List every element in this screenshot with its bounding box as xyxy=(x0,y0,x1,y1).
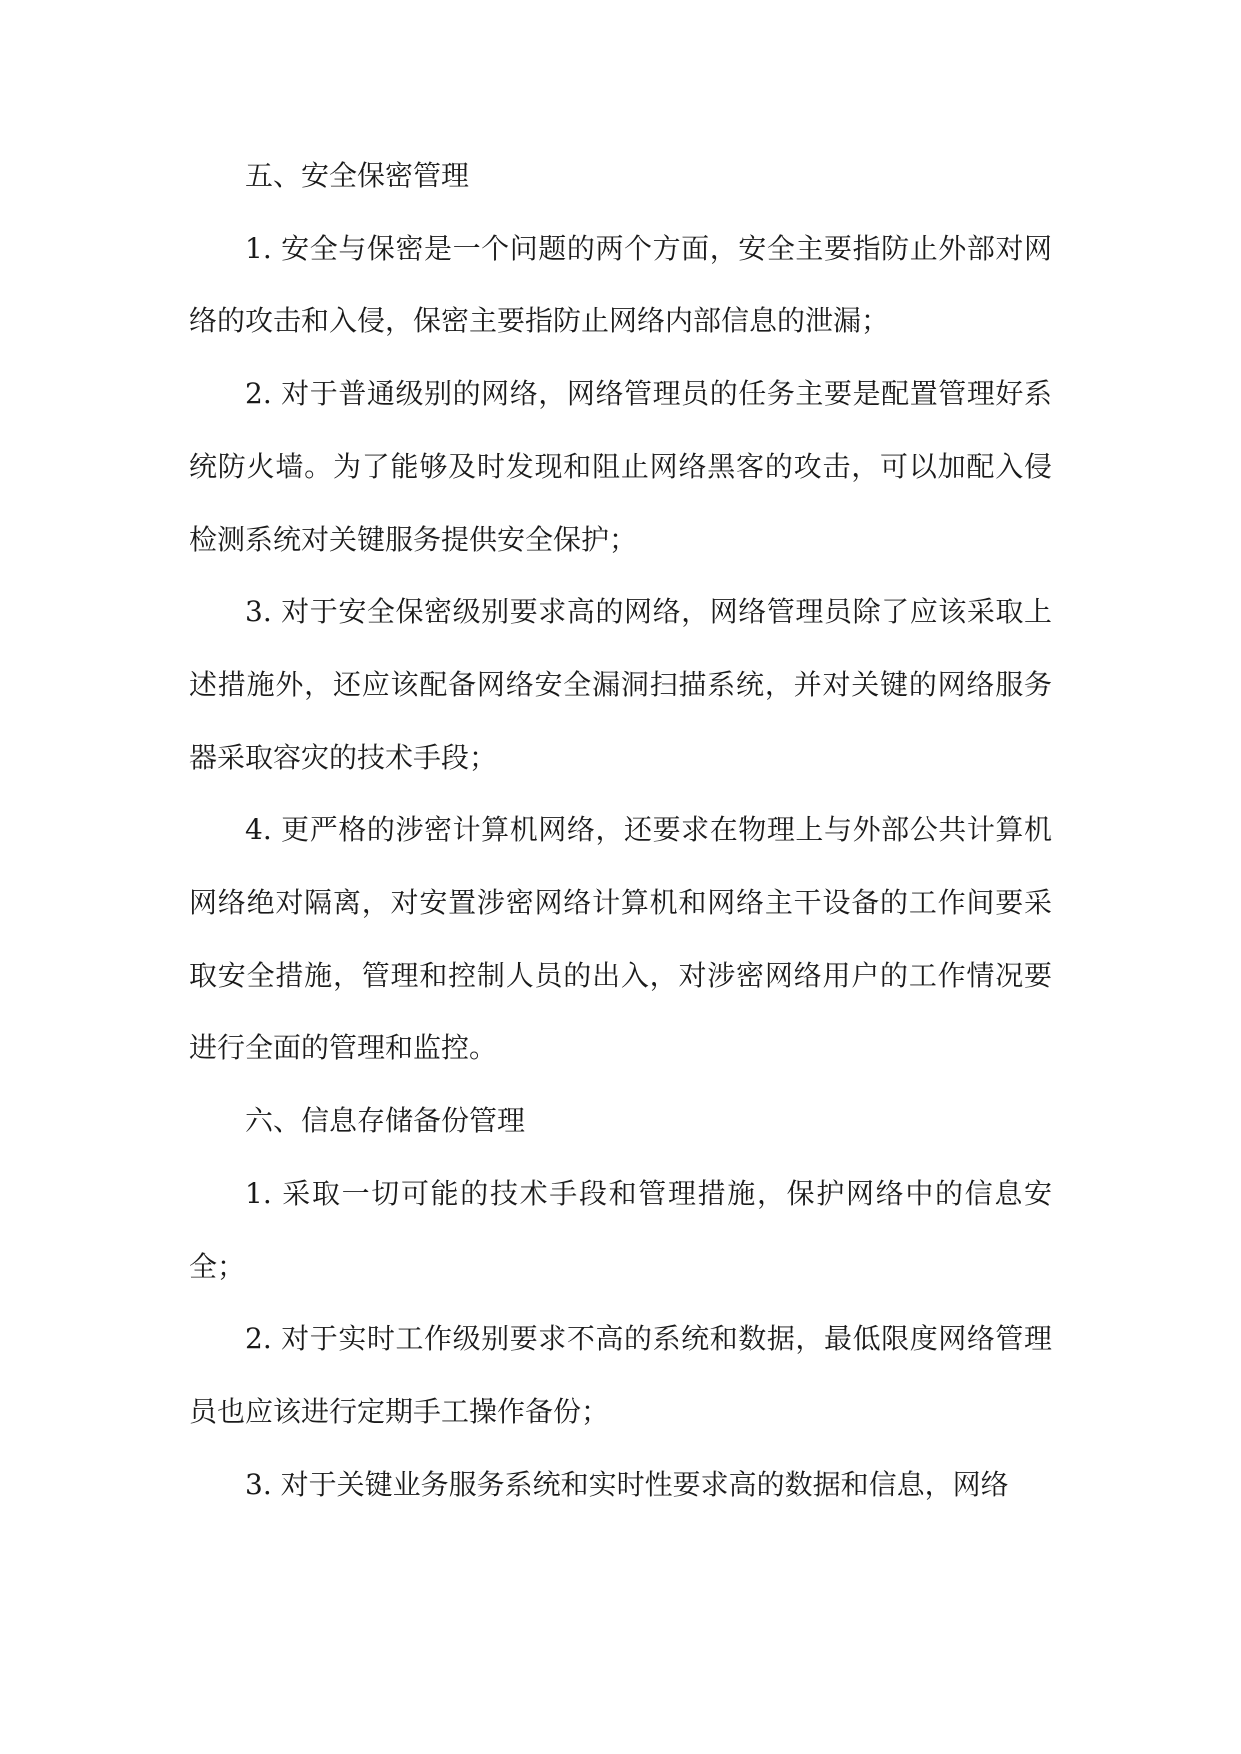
paragraph-backup-3: 3. 对于关键业务服务系统和实时性要求高的数据和信息，网络 xyxy=(245,1467,1009,1501)
paragraph-security-4: 4. 更严格的涉密计算机网络，还要求在物理上与外部公共计算机网络绝对隔离，对安置涉密网络计算机和网络主干设备的工作间要采取安全措施，管理和控制人员的出入，对涉密网络用户的工作情况要进行全面的管理和监控。 xyxy=(189,813,1052,1065)
paragraph-security-1: 1. 安全与保密是一个问题的两个方面，安全主要指防止外部对网络的攻击和入侵，保密主要指防止网络内部信息的泄漏； xyxy=(189,231,1052,338)
paragraph-backup-1: 1. 采取一切可能的技术手段和管理措施，保护网络中的信息安全； xyxy=(189,1176,1052,1283)
paragraph-backup-2: 2. 对于实时工作级别要求不高的系统和数据，最低限度网络管理员也应该进行定期手工操作备份； xyxy=(189,1322,1052,1428)
paragraph-security-3: 3. 对于安全保密级别要求高的网络，网络管理员除了应该采取上述措施外，还应该配备网络安全漏洞扫描系统，并对关键的网络服务器采取容灾的技术手段； xyxy=(189,595,1052,774)
paragraph-security-2: 2. 对于普通级别的网络，网络管理员的任务主要是配置管理好系统防火墙。为了能够及时发现和阻止网络黑客的攻击，可以加配入侵检测系统对关键服务提供安全保护； xyxy=(189,377,1052,556)
document-body xyxy=(189,140,1052,1521)
section-heading-backup: 六、信息存储备份管理 xyxy=(245,1104,526,1138)
section-heading-security: 五、安全保密管理 xyxy=(245,159,470,192)
